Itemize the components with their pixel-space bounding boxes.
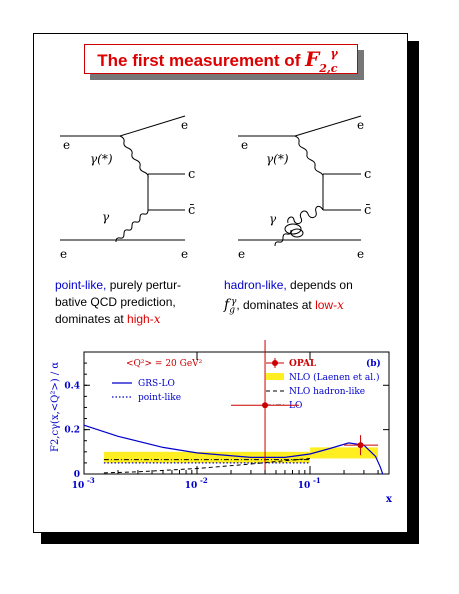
legend-right-label: NLO hadron-like: [289, 387, 366, 397]
label-photon: γ: [102, 210, 110, 224]
x-tick-exponent: -2: [200, 476, 208, 485]
y-tick-label: 0.4: [64, 381, 80, 392]
chart-panel-label: (b): [366, 359, 381, 369]
legend-right-label: OPAL: [289, 359, 317, 369]
label-e-out: e: [181, 118, 189, 132]
page-title: [97, 47, 345, 75]
label-e-bottom-left: e: [60, 247, 68, 261]
chart-xlabel: x: [386, 494, 392, 505]
x-tick-label: 10: [184, 481, 198, 491]
hadronlike-description: hadron-like, depends on $f_g^\gamma$, dominates at low-x: [224, 278, 353, 316]
x-tick-label: 10: [297, 481, 311, 491]
title-symbol: $F_{2,c}^\gamma$: [305, 47, 338, 75]
hadronlike-highlight: hadron-like,: [224, 278, 287, 292]
photon-wavy: [116, 210, 148, 242]
pointlike-description: point-like, purely pertur- bative QCD prediction, dominates at high-x: [55, 278, 182, 326]
opal-point: [358, 442, 364, 448]
label-quark: c: [364, 167, 372, 182]
opal-point: [262, 402, 268, 408]
label-e-out: e: [357, 118, 365, 132]
legend-right-sample: [266, 373, 284, 380]
label-e-in: e: [241, 138, 249, 152]
feynman-diagram-hadronlike: [233, 113, 383, 268]
label-quark: c: [188, 167, 196, 182]
label-antiquark: c̄: [188, 203, 196, 218]
legend-right-label: NLO (Laenen et al.): [289, 373, 380, 383]
legend-left-label: point-like: [138, 393, 182, 403]
f2c-chart: [44, 340, 404, 525]
label-photon: γ: [269, 212, 277, 226]
legend-right-sample: [272, 360, 278, 366]
chart-ylabel: F2,cγ(x,<Q²>) / α: [50, 361, 61, 452]
pointlike-highlight: point-like,: [55, 278, 107, 292]
label-e-bottom-right: e: [181, 247, 189, 261]
title-box: [84, 44, 358, 74]
label-e-bottom-right: e: [357, 247, 365, 261]
legend-left-label: GRS-LO: [138, 379, 175, 389]
y-tick-label: 0.2: [64, 425, 80, 436]
chart-q2-label: <Q²> = 20 GeV²: [126, 359, 203, 369]
x-tick-exponent: -1: [313, 476, 321, 485]
label-photon-star: γ(*): [266, 152, 289, 166]
gluon-curly: [288, 206, 323, 223]
virtual-photon-wavy: [120, 136, 148, 178]
x-tick-exponent: -3: [87, 476, 95, 485]
y-tick-label: 0: [73, 470, 80, 480]
photon-wavy: [275, 230, 291, 246]
x-tick-label: 10: [71, 481, 85, 491]
label-e-in: e: [63, 138, 71, 152]
legend-right-label: LO: [289, 401, 303, 411]
virtual-photon-wavy: [295, 136, 323, 178]
label-e-bottom-left: e: [238, 247, 246, 261]
label-antiquark: c̄: [364, 203, 372, 218]
label-photon-star: γ(*): [90, 152, 113, 166]
title-prefix: The first measurement of: [97, 51, 301, 70]
feynman-diagram-pointlike: [55, 113, 205, 268]
